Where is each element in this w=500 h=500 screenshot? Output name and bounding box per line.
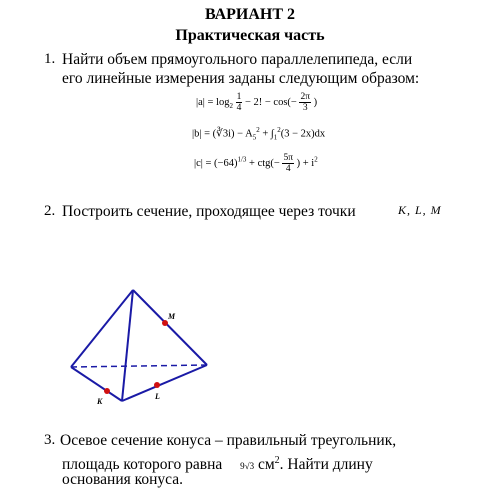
formula-b: |b| = (∛3i) − $A_5^2 + \int_1^2(3 - 2x)dx$: [192, 126, 326, 142]
point-k: [104, 388, 110, 394]
area-value: 9√3: [240, 461, 255, 472]
task-1-line-2: его линейные измерения заданы следующим образом:: [62, 70, 420, 87]
task-2-number: 2.: [44, 203, 56, 219]
task-2-text: Построить сечение, проходящее через точки: [62, 203, 356, 220]
task-3-line-3: основания конуса.: [62, 471, 184, 488]
label-l: L: [155, 392, 160, 401]
label-m: M: [168, 312, 176, 321]
task-2-points: K, L, M: [398, 203, 442, 217]
formula-c: $|c| = (-64)^{1/3} + ctg(-$ $\frac{5\pi}{4}$ ) + $i^2$: [194, 153, 318, 174]
section-title: Практическая часть: [175, 27, 325, 44]
variant-title: ВАРИАНТ 2: [204, 6, 296, 23]
task-3-number: 3.: [44, 432, 56, 448]
task-1-line-1: Найти объем прямоугольного параллелепипеда, если: [62, 51, 413, 68]
task-1-number: 1.: [44, 51, 56, 67]
label-k: K: [97, 397, 103, 406]
formula-a: $|a| = \log_2$ $\frac{1}{4}$ − 2! − cos(− $\frac{2\pi}{3}$ ): [196, 92, 318, 113]
task-3-line-1: Осевое сечение конуса – правильный треугольник,: [60, 432, 397, 449]
point-l: [154, 382, 160, 388]
task-3-line-2: площадь которого равна 9√3 $см^2$. Найти длину: [62, 455, 373, 474]
